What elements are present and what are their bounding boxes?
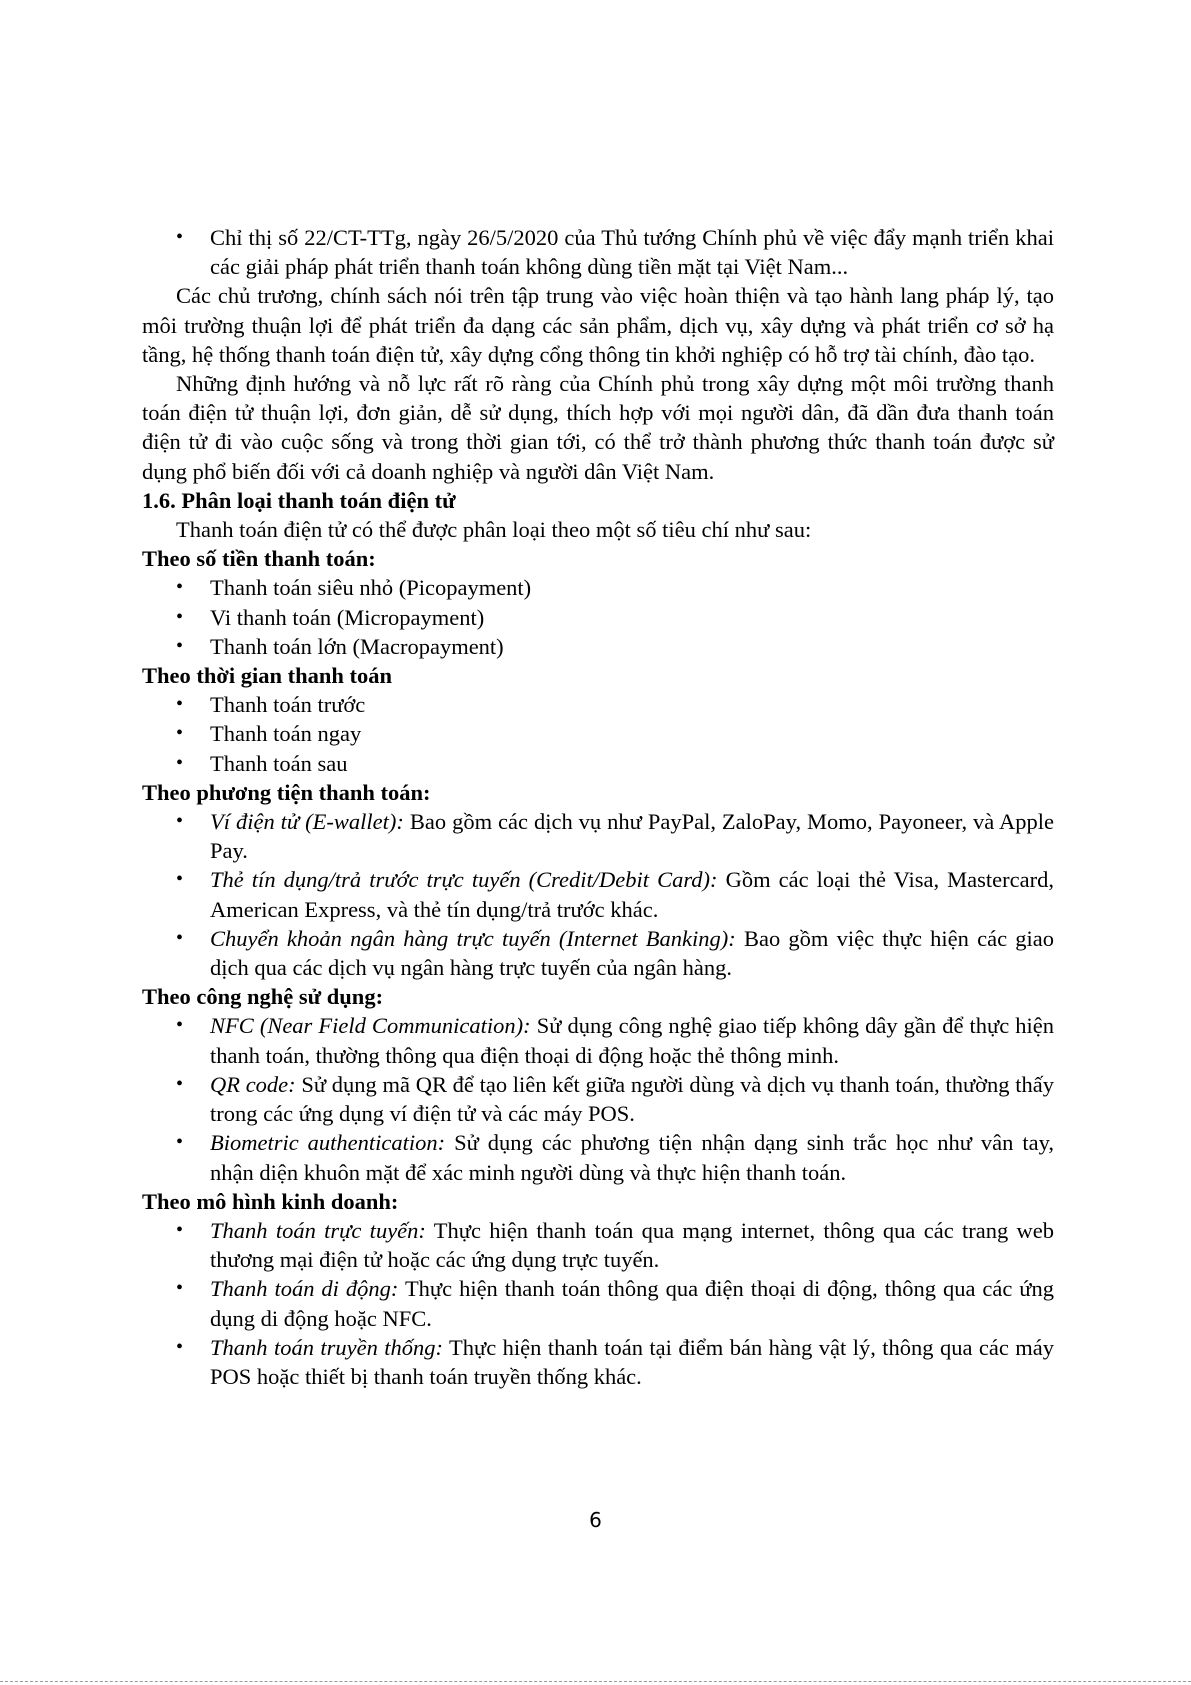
item-text: Gồm các loại thẻ Visa, Mastercard, American Express, và thẻ tín dụng/trả trước khác. bbox=[210, 867, 1054, 922]
means-list bbox=[142, 807, 1054, 982]
group-heading-means: Theo phương tiện thanh toán: bbox=[142, 779, 431, 805]
list-item bbox=[142, 1216, 1054, 1274]
item-lead: NFC (Near Field Communication): bbox=[210, 1013, 531, 1039]
list-item bbox=[142, 1011, 1054, 1069]
item-lead: Thanh toán trực tuyến: bbox=[210, 1217, 426, 1243]
tech-list bbox=[142, 1011, 1054, 1186]
amount-list bbox=[142, 573, 1054, 661]
group-heading-time: Theo thời gian thanh toán bbox=[142, 663, 393, 689]
item-lead: Thẻ tín dụng/trả trước trực tuyến (Credit/Debit Card): bbox=[210, 867, 718, 893]
item-text: Sử dụng công nghệ giao tiếp không dây gần để thực hiện thanh toán, thường thông qua điện thoại di động hoặc thẻ thông minh. bbox=[210, 1013, 1054, 1068]
directive-list bbox=[142, 223, 1054, 281]
group-heading-business: Theo mô hình kinh doanh: bbox=[142, 1188, 399, 1214]
list-item bbox=[142, 865, 1054, 923]
item-text: Thực hiện thanh toán qua mạng internet, thông qua các trang web thương mại điện tử hoặc các ứng dụng trực tuyến. bbox=[210, 1217, 1054, 1273]
paragraph: Các chủ trương, chính sách nói trên tập trung vào việc hoàn thiện và tạo hành lang pháp lý, tạo môi trường thuận lợi để phát triển đa dạng các sản phẩm, dịch vụ, xây dựng và phát triển cơ sở hạ tầng, hệ thống thanh toán điện tử, xây dựng cổng thông tin khởi nghiệp có hỗ trợ tài chính, đào tạo. bbox=[142, 283, 1054, 367]
item-lead: QR code: bbox=[210, 1071, 296, 1097]
item-lead: Ví điện tử (E-wallet): bbox=[210, 809, 404, 835]
group-heading-amount: Theo số tiền thanh toán: bbox=[142, 546, 376, 572]
group-heading-tech: Theo công nghệ sử dụng: bbox=[142, 984, 384, 1010]
section-intro: Thanh toán điện tử có thể được phân loại theo một số tiêu chí như sau: bbox=[176, 517, 812, 543]
item-text: Bao gồm việc thực hiện các giao dịch qua các dịch vụ ngân hàng trực tuyến của ngân hàng. bbox=[210, 925, 1054, 981]
list-item: • Vi thanh toán (Micropayment) bbox=[142, 603, 1054, 632]
item-lead: Chuyển khoản ngân hàng trực tuyến (Internet Banking): bbox=[210, 925, 736, 951]
list-item bbox=[142, 807, 1054, 865]
item-lead: Thanh toán truyền thống: bbox=[210, 1334, 444, 1360]
item-text: Thực hiện thanh toán tại điểm bán hàng vật lý, thông qua các máy POS hoặc thiết bị thanh toán truyền thống khác. bbox=[210, 1334, 1054, 1389]
item-lead: Thanh toán di động: bbox=[210, 1276, 399, 1302]
business-list bbox=[142, 1216, 1054, 1391]
list-item bbox=[142, 1333, 1054, 1391]
paragraph: Những định hướng và nỗ lực rất rõ ràng của Chính phủ trong xây dựng một môi trường thanh toán điện tử thuận lợi, đơn giản, dễ sử dụng, thích hợp với mọi người dân, đã dần đưa thanh toán điện tử đi vào cuộc sống và trong thời gian tới, có thể trở thành phương thức thanh toán được sử dụng phổ biến đối với cả doanh nghiệp và người dân Việt Nam. bbox=[142, 371, 1054, 484]
item-text: Thực hiện thanh toán thông qua điện thoại di động, thông qua các ứng dụng di động hoặc NFC. bbox=[210, 1276, 1055, 1331]
list-item: • Chỉ thị số 22/CT-TTg, ngày 26/5/2020 của Thủ tướng Chính phủ về việc đẩy mạnh triển khai các giải pháp phát triển thanh toán không dùng tiền mặt tại Việt Nam... bbox=[142, 223, 1054, 281]
list-item bbox=[142, 924, 1054, 982]
list-item bbox=[142, 1274, 1054, 1332]
list-item: • Thanh toán trước bbox=[142, 690, 1054, 719]
list-item: • Thanh toán ngay bbox=[142, 719, 1054, 748]
page-bottom-divider bbox=[0, 1681, 1191, 1683]
list-item: • Thanh toán lớn (Macropayment) bbox=[142, 632, 1054, 661]
section-heading: 1.6. Phân loại thanh toán điện tử bbox=[142, 487, 456, 513]
item-lead: Biometric authentication: bbox=[210, 1130, 446, 1156]
list-item bbox=[142, 1070, 1054, 1128]
list-item: • Thanh toán sau bbox=[142, 749, 1054, 778]
list-item: • Thanh toán siêu nhỏ (Picopayment) bbox=[142, 573, 1054, 602]
time-list bbox=[142, 690, 1054, 778]
document-body bbox=[142, 223, 1054, 1391]
item-text: Sử dụng mã QR để tạo liên kết giữa người dùng và dịch vụ thanh toán, thường thấy trong các ứng dụng ví điện tử và các máy POS. bbox=[210, 1071, 1054, 1127]
item-text: Bao gồm các dịch vụ như PayPal, ZaloPay, Momo, Payoneer, và Apple Pay. bbox=[210, 809, 1055, 864]
list-item bbox=[142, 1128, 1054, 1186]
item-text: Sử dụng các phương tiện nhận dạng sinh trắc học như vân tay, nhận diện khuôn mặt để xác minh người dùng và thực hiện thanh toán. bbox=[210, 1130, 1054, 1185]
page-number: 6 bbox=[589, 1508, 602, 1532]
